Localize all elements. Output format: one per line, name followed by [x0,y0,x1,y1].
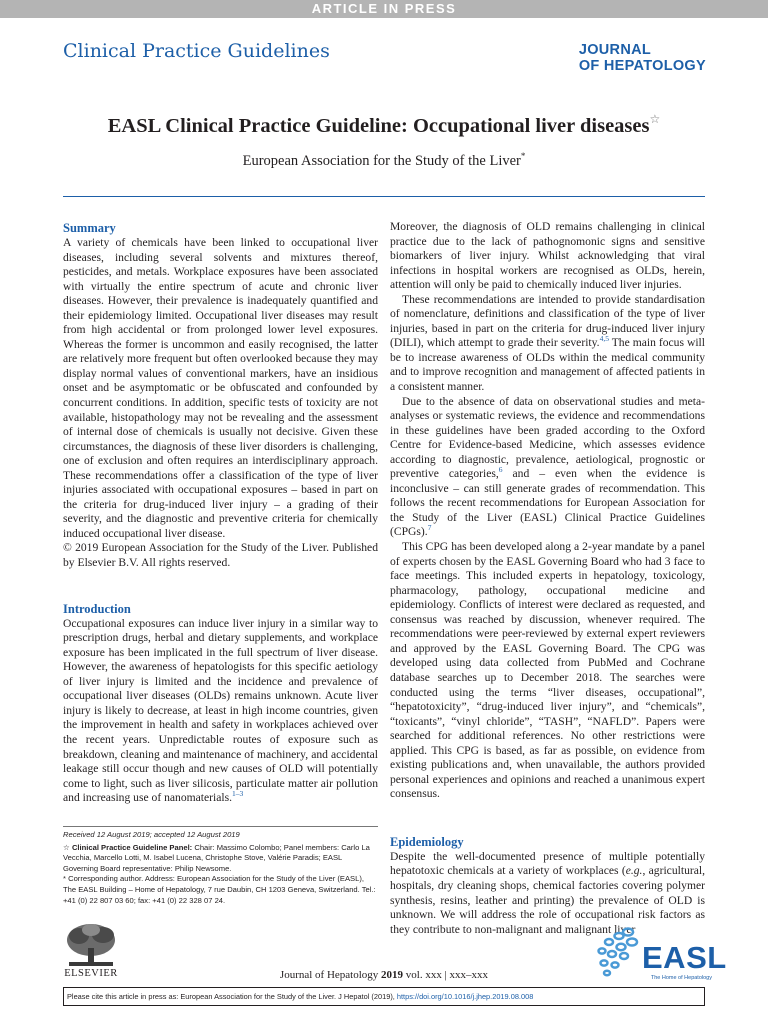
introduction-p2-text: These recommendations are intended to provide standardisation of nomenclature, definitions and classification of the type of liver injuries, based in part on the criteria for drug-induced liver injury (DILI), which attempt to grade their severity. [390,292,705,350]
introduction-p3-mid: and – even when the evidence is inconclusive – can still generate grades of recommendation. This follows the recent recommendations for European Association for the Study of the Liver (EASL) Clinical Practice Guidelines (CPGs). [390,467,705,539]
easl-wordmark: EASL [642,940,727,975]
journal-citation-year: 2019 [381,969,404,981]
ref-4-5[interactable]: 4,5 [599,334,609,344]
corresponding-author-footnote [63,874,378,906]
elsevier-wordmark: ELSEVIER [64,968,118,979]
doi-link[interactable]: https://doi.org/10.1016/j.jhep.2019.08.008 [396,992,534,1001]
right-column [390,220,705,937]
article-title-text: EASL Clinical Practice Guideline: Occupational liver diseases [107,115,650,137]
corresponding-author-text: Corresponding author. Address: European Association for the Study of the Liver (EASL), The EASL Building – Home of Hepatology, 7 rue Daubin, CH 1203 Geneva, Switzerland. Tel.: +41 (0) 22 807 03 60; fax: +41 (0) 22 328 07 24. [63,874,376,905]
introduction-p3 [390,395,705,540]
introduction-p1-continued: Moreover, the diagnosis of OLD remains challenging in clinical practice due to the lack of pathognomonic signs and sensitive biomarkers of liver injury. Whilst acknowledging that viral infections in hospital workers are recognised as OLDs, herein, attention will only be paid to chemically induced liver injuries. [390,220,705,292]
introduction-p3-text: Due to the absence of data on observational studies and meta-analyses or systematic reviews, the evidence and recommendations in these guidelines have been graded according to the Oxford Centre for Evidence-based Medicine, which assesses evidence according to diagnostic, prevalence, aetiological, prognostic or preventive categories, [390,394,705,481]
introduction-p1 [63,617,378,806]
ref-7[interactable]: 7 [427,523,432,533]
ref-1-3[interactable]: 1–3 [232,789,244,799]
epidemiology-eg: e.g. [625,864,643,878]
introduction-p4: This CPG has been developed along a 2-year mandate by a panel of experts chosen by the EASL Governing Board who had 3 face to face meetings. This included experts in hepatology, toxicology, pharmacology, pathology, occupational medicine and epidemiology. Conflicts of interest were declared as requested, and consensus was reached by discussion, whenever required. The recommendations were peer-reviewed by external expert reviewers and approved by the EASL Governing Board. The CPG was developed using data collected from PubMed and Cochrane database searches up to December 2018. The searches were conducted using the terms “liver diseases, occupational”, “hepatotoxicity”, “drug-induced liver injury”, and “chemicals”, “toxicants”, “vinyl chloride”, “TASH”, “NAFLD”. Papers were searched for additional references. No other restrictions were applied. This CPG is based, as far as possible, on evidence from existing publications and, when unavailable, the authors provided personal experiences and opinions and reached a unanimous expert consensus. [390,540,705,801]
journal-logo-line1: JOURNAL [578,42,652,58]
footnotes [63,830,378,906]
article-title [0,112,768,138]
header-divider [63,196,705,197]
section-label: Clinical Practice Guidelines [63,40,330,62]
epidemiology-text-tail: , agricultural, hospitals, dry cleaning shops, chemical factories covering polymer synthesis, resins, leather and printing) the prevalence of OLD is unknown. We will address the role of occupational risk factors as they contribute to non-malignant and malignant liver [390,864,705,936]
journal-logo [579,42,706,74]
panel-footnote-label: Clinical Practice Guideline Panel: [71,842,193,852]
cite-prefix: Please cite this article in press as: European Association for the Study of the Liver. J Hepatol (2019), [67,992,397,1001]
ref-6[interactable]: 6 [498,465,503,475]
received-dates: Received 12 August 2019; accepted 12 August 2019 [63,830,240,839]
journal-citation-name: Journal of Hepatology [279,969,382,981]
easl-tagline: The Home of Hepatology [650,975,712,981]
author-line [0,151,768,170]
panel-footnote-text: Chair: Massimo Colombo; Panel members: Carlo La Vecchia, Marcello Lotti, M. Isabel Lucena, Christophe Stove, Valérie Paradis; EASL Governing Board representative: Philip Newsome. [63,842,370,873]
introduction-heading: Introduction [63,601,131,616]
summary-heading: Summary [63,221,116,235]
panel-footnote-mark: ☆ [63,842,70,852]
introduction-p2 [390,293,705,395]
title-footnote-mark[interactable]: ☆ [649,112,661,126]
corresponding-author-mark: * [63,874,66,884]
introduction-p1-text: Occupational exposures can induce liver injury in a similar way to prescription drugs, herbal and dietary supplements, and workplace exposure has been implicated in the full spectrum of liver disease. However, the awareness of hepatologists for this specific aetiology of liver injury is limited and the incidence and prevalence of occupational liver diseases (OLDs) remains unknown. Acute liver injury is likely to decrease, at least in high income countries, given the improvement in health and safety in workplaces achieved over the recent years. Unpredictable routes of exposure such as breakdown, cleaning and maintenance of machinery, and accidental leakage still occur though and new causes of OLD will potentially come to light, such as liver silicosis, particulate matter air pollution and increasing use of nanomaterials. [63,616,378,805]
journal-logo-line2: OF HEPATOLOGY [578,58,706,74]
summary-text: A variety of chemicals have been linked to occupational liver diseases, including several solvents and mixtures thereof, pesticides, and metals. Workplace exposures have been associated with virtually the entire spectrum of acute and chronic liver diseases. However, their prevalence is inadequately quantified and their epidemiology limited. Occupational liver diseases may result from high accidental or from prolonged lower level exposures. Whereas the former is uncommon and easily recognised, the latter are relatively more frequent but often overlooked because they may display normal values of conventional markers, have an insidious onset and be asymptomatic or be obfuscated and confounded by concurrent conditions. In addition, specific tests of toxicity are not available, histopathology may not be revealing and the assessment of internal dose of chemicals is usually not decisive. Given these circumstances, the diagnosis of these liver disorders is challenging, one of exclusion and often requires an interdisciplinary approach. These recommendations offer a classification of the type of liver injuries associated with occupational exposures – based in part on the criteria for drug-induced liver injury – a grading of their severity, and the diagnostic and preventive criteria for chemically induced occupational liver disease. [63,236,378,540]
left-column [63,220,378,806]
cite-this-article-box [63,987,705,1006]
author-footnote-mark[interactable]: * [520,151,526,161]
epidemiology-heading: Epidemiology [390,834,464,849]
footnote-divider [63,826,378,827]
article-in-press-banner: ARTICLE IN PRESS [0,0,768,18]
summary-copyright: © 2019 European Association for the Study of the Liver. Published by Elsevier B.V. All rights reserved. [63,541,378,570]
journal-citation-volume: vol. xxx | xxx–xxx [403,969,489,981]
introduction-p2-tail: The main focus will be to increase awareness of OLDs within the medical community and to improve recognition and management of affected patients in a consistent manner. [390,336,705,394]
epidemiology-text-start: Despite the well-documented presence of multiple potentially hepatotoxic chemicals at a variety of workplaces ( [390,849,705,878]
author-name: European Association for the Study of the Liver [242,152,521,169]
panel-footnote [63,843,378,875]
